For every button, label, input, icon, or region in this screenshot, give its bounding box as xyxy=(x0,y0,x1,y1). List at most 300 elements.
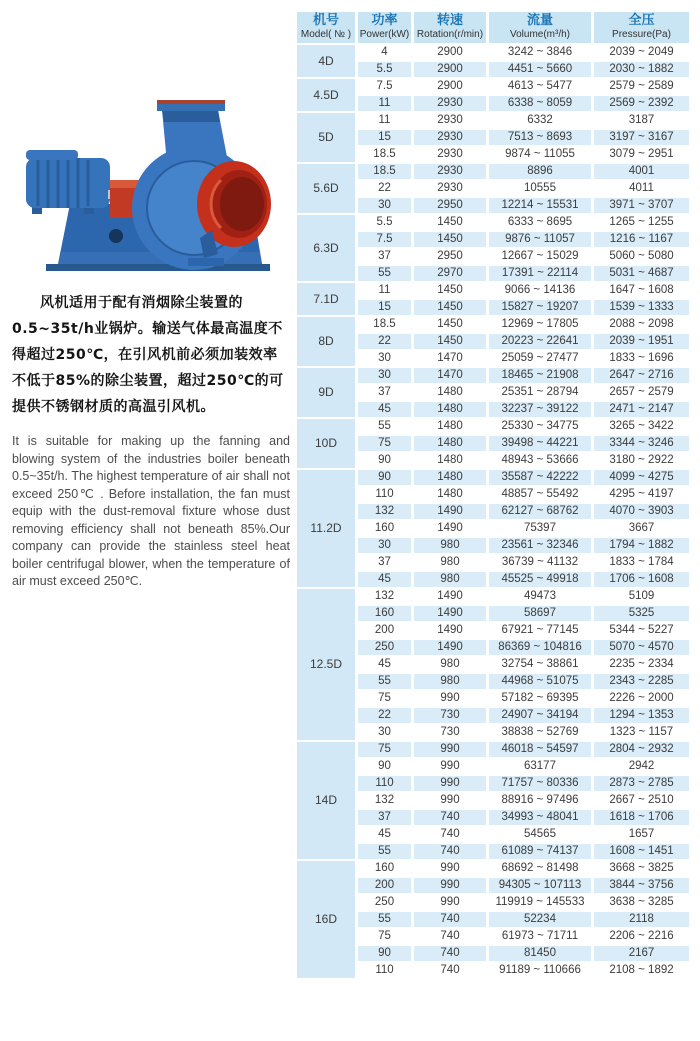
power-cell: 110 xyxy=(358,963,411,978)
volume-cell: 48943 ~ 53666 xyxy=(489,453,591,468)
model-cell: 11.2D xyxy=(297,470,355,587)
volume-cell: 58697 xyxy=(489,606,591,621)
pressure-cell: 3668 ~ 3825 xyxy=(594,861,689,876)
table-row xyxy=(297,725,689,740)
table-row xyxy=(297,470,689,485)
rotation-cell: 1490 xyxy=(414,504,486,519)
model-cell: 10D xyxy=(297,419,355,468)
rotation-cell: 2970 xyxy=(414,266,486,281)
rotation-cell: 990 xyxy=(414,861,486,876)
table-row xyxy=(297,62,689,77)
volume-cell: 54565 xyxy=(489,827,591,842)
pressure-cell: 1216 ~ 1167 xyxy=(594,232,689,247)
table-row xyxy=(297,181,689,196)
pressure-cell: 2039 ~ 1951 xyxy=(594,334,689,349)
rotation-cell: 2950 xyxy=(414,198,486,213)
volume-cell: 10555 xyxy=(489,181,591,196)
table-row xyxy=(297,45,689,60)
table-row xyxy=(297,317,689,332)
power-cell: 110 xyxy=(358,776,411,791)
pressure-cell: 2030 ~ 1882 xyxy=(594,62,689,77)
volume-cell: 71757 ~ 80336 xyxy=(489,776,591,791)
table-row xyxy=(297,776,689,791)
power-cell: 90 xyxy=(358,470,411,485)
volume-cell: 91189 ~ 110666 xyxy=(489,963,591,978)
model-cell: 14D xyxy=(297,742,355,859)
volume-cell: 62127 ~ 68762 xyxy=(489,504,591,519)
rotation-cell: 1480 xyxy=(414,487,486,502)
volume-cell: 75397 xyxy=(489,521,591,536)
volume-cell: 24907 ~ 34194 xyxy=(489,708,591,723)
power-cell: 250 xyxy=(358,895,411,910)
power-cell: 22 xyxy=(358,181,411,196)
table-row xyxy=(297,300,689,315)
pressure-cell: 2039 ~ 2049 xyxy=(594,45,689,60)
power-cell: 5.5 xyxy=(358,215,411,230)
table-row xyxy=(297,895,689,910)
pressure-cell: 3265 ~ 3422 xyxy=(594,419,689,434)
rotation-cell: 2930 xyxy=(414,113,486,128)
pressure-cell: 1539 ~ 1333 xyxy=(594,300,689,315)
table-row xyxy=(297,606,689,621)
pressure-cell: 5060 ~ 5080 xyxy=(594,249,689,264)
volume-cell: 61973 ~ 71711 xyxy=(489,929,591,944)
table-row xyxy=(297,623,689,638)
table-row xyxy=(297,96,689,111)
volume-cell: 38838 ~ 52769 xyxy=(489,725,591,740)
pressure-cell: 1323 ~ 1157 xyxy=(594,725,689,740)
table-row xyxy=(297,334,689,349)
pressure-cell: 1618 ~ 1706 xyxy=(594,810,689,825)
left-column xyxy=(0,0,294,980)
volume-cell: 44968 ~ 51075 xyxy=(489,674,591,689)
power-cell: 22 xyxy=(358,708,411,723)
model-cell: 5D xyxy=(297,113,355,162)
model-cell: 16D xyxy=(297,861,355,978)
table-row xyxy=(297,368,689,383)
rotation-cell: 990 xyxy=(414,691,486,706)
pressure-cell: 3844 ~ 3756 xyxy=(594,878,689,893)
pressure-cell: 2167 xyxy=(594,946,689,961)
power-cell: 37 xyxy=(358,249,411,264)
table-row xyxy=(297,861,689,876)
rotation-cell: 1480 xyxy=(414,385,486,400)
column-header-zh-label: 机号 xyxy=(312,13,339,28)
chinese-description: 风机适用于配有消烟除尘装置的0.5~35t/h业锅炉。输送气体最高温度不得超过250℃，在引风机前必须加装效率不低于85%的除尘装置，超过250℃的可提供不锈钢材质的高温引风机。 xyxy=(12,295,284,415)
table-row xyxy=(297,708,689,723)
volume-cell: 17391 ~ 22114 xyxy=(489,266,591,281)
volume-cell: 18465 ~ 21908 xyxy=(489,368,591,383)
rotation-cell: 730 xyxy=(414,725,486,740)
model-cell: 8D xyxy=(297,317,355,366)
volume-cell: 119919 ~ 145533 xyxy=(489,895,591,910)
volume-cell: 9874 ~ 11055 xyxy=(489,147,591,162)
model-cell: 9D xyxy=(297,368,355,417)
power-cell: 55 xyxy=(358,912,411,927)
volume-cell: 45525 ~ 49918 xyxy=(489,572,591,587)
rotation-cell: 2930 xyxy=(414,147,486,162)
pressure-cell: 5344 ~ 5227 xyxy=(594,623,689,638)
rotation-cell: 740 xyxy=(414,810,486,825)
power-cell: 75 xyxy=(358,929,411,944)
pressure-cell: 1294 ~ 1353 xyxy=(594,708,689,723)
rotation-cell: 2930 xyxy=(414,164,486,179)
table-row xyxy=(297,249,689,264)
pressure-cell: 2108 ~ 1892 xyxy=(594,963,689,978)
pressure-cell: 2647 ~ 2716 xyxy=(594,368,689,383)
pressure-cell: 2118 xyxy=(594,912,689,927)
table-row xyxy=(297,436,689,451)
model-cell: 4.5D xyxy=(297,79,355,111)
power-cell: 30 xyxy=(358,198,411,213)
table-row xyxy=(297,589,689,604)
rotation-cell: 740 xyxy=(414,963,486,978)
power-cell: 37 xyxy=(358,810,411,825)
power-cell: 132 xyxy=(358,793,411,808)
table-row xyxy=(297,878,689,893)
table-row xyxy=(297,912,689,927)
pressure-cell: 1794 ~ 1882 xyxy=(594,538,689,553)
model-cell: 7.1D xyxy=(297,283,355,315)
rotation-cell: 740 xyxy=(414,946,486,961)
column-header-en-label: Power(kW) xyxy=(359,29,410,40)
volume-cell: 9876 ~ 11057 xyxy=(489,232,591,247)
volume-cell: 15827 ~ 19207 xyxy=(489,300,591,315)
rotation-cell: 1450 xyxy=(414,300,486,315)
volume-cell: 6332 xyxy=(489,113,591,128)
table-row xyxy=(297,929,689,944)
rotation-cell: 990 xyxy=(414,878,486,893)
pressure-cell: 3079 ~ 2951 xyxy=(594,147,689,162)
table-row xyxy=(297,674,689,689)
rotation-cell: 1470 xyxy=(414,351,486,366)
pressure-cell: 2804 ~ 2932 xyxy=(594,742,689,757)
power-cell: 55 xyxy=(358,266,411,281)
table-row xyxy=(297,215,689,230)
header-row xyxy=(297,12,689,43)
power-cell: 11 xyxy=(358,283,411,298)
power-cell: 4 xyxy=(358,45,411,60)
rotation-cell: 730 xyxy=(414,708,486,723)
volume-cell: 25330 ~ 34775 xyxy=(489,419,591,434)
power-cell: 7.5 xyxy=(358,232,411,247)
volume-cell: 86369 ~ 104816 xyxy=(489,640,591,655)
volume-cell: 4613 ~ 5477 xyxy=(489,79,591,94)
rotation-cell: 980 xyxy=(414,674,486,689)
column-header-en-label: Model( № ) xyxy=(300,29,352,40)
rotation-cell: 1480 xyxy=(414,419,486,434)
power-cell: 45 xyxy=(358,657,411,672)
spec-table-header xyxy=(297,12,689,43)
power-cell: 30 xyxy=(358,368,411,383)
volume-cell: 7513 ~ 8693 xyxy=(489,130,591,145)
volume-cell: 6333 ~ 8695 xyxy=(489,215,591,230)
power-cell: 45 xyxy=(358,572,411,587)
pressure-cell: 1657 xyxy=(594,827,689,842)
power-cell: 160 xyxy=(358,606,411,621)
volume-cell: 25351 ~ 28794 xyxy=(489,385,591,400)
column-header-volume xyxy=(489,12,591,43)
column-header-zh-label: 转速 xyxy=(436,13,463,28)
column-header-rotation xyxy=(414,12,486,43)
model-cell: 5.6D xyxy=(297,164,355,213)
power-cell: 22 xyxy=(358,334,411,349)
table-row xyxy=(297,691,689,706)
rotation-cell: 980 xyxy=(414,657,486,672)
rotation-cell: 1450 xyxy=(414,232,486,247)
power-cell: 11 xyxy=(358,113,411,128)
rotation-cell: 990 xyxy=(414,793,486,808)
pressure-cell: 3667 xyxy=(594,521,689,536)
pressure-cell: 2088 ~ 2098 xyxy=(594,317,689,332)
english-description: It is suitable for making up the fanning and blowing system of the industries boiler beneath 0.5~35t/h. The highest temperature of air shall not exceed 250℃ . Before installation, the fan must equip with the dust-removal fixture whose dust removing efficiency shall not beneath 85%.Our company can provide the stainless steel heat boiler centrifugal blower, when the temperature of air must exceed 250℃. xyxy=(12,434,290,588)
pressure-cell: 3344 ~ 3246 xyxy=(594,436,689,451)
volume-cell: 39498 ~ 44221 xyxy=(489,436,591,451)
table-row xyxy=(297,130,689,145)
power-cell: 200 xyxy=(358,878,411,893)
volume-cell: 3242 ~ 3846 xyxy=(489,45,591,60)
table-row xyxy=(297,759,689,774)
power-cell: 15 xyxy=(358,300,411,315)
pressure-cell: 2579 ~ 2589 xyxy=(594,79,689,94)
volume-cell: 88916 ~ 97496 xyxy=(489,793,591,808)
power-cell: 132 xyxy=(358,589,411,604)
power-cell: 90 xyxy=(358,759,411,774)
model-cell: 12.5D xyxy=(297,589,355,740)
spec-table-body xyxy=(297,45,689,978)
pressure-cell: 2226 ~ 2000 xyxy=(594,691,689,706)
column-header-en-label: Pressure(Pa) xyxy=(612,29,671,40)
volume-cell: 81450 xyxy=(489,946,591,961)
volume-cell: 57182 ~ 69395 xyxy=(489,691,591,706)
pressure-cell: 5070 ~ 4570 xyxy=(594,640,689,655)
pressure-cell: 4001 xyxy=(594,164,689,179)
pressure-cell: 3971 ~ 3707 xyxy=(594,198,689,213)
pressure-cell: 1833 ~ 1784 xyxy=(594,555,689,570)
rotation-cell: 740 xyxy=(414,912,486,927)
rotation-cell: 1490 xyxy=(414,606,486,621)
rotation-cell: 740 xyxy=(414,827,486,842)
rotation-cell: 1490 xyxy=(414,589,486,604)
rotation-cell: 2930 xyxy=(414,181,486,196)
pressure-cell: 3638 ~ 3285 xyxy=(594,895,689,910)
table-row xyxy=(297,385,689,400)
column-header-power xyxy=(358,12,411,43)
table-row xyxy=(297,402,689,417)
volume-cell: 4451 ~ 5660 xyxy=(489,62,591,77)
rotation-cell: 980 xyxy=(414,538,486,553)
volume-cell: 67921 ~ 77145 xyxy=(489,623,591,638)
rotation-cell: 1470 xyxy=(414,368,486,383)
power-cell: 200 xyxy=(358,623,411,638)
rotation-cell: 1480 xyxy=(414,402,486,417)
volume-cell: 9066 ~ 14136 xyxy=(489,283,591,298)
volume-cell: 34993 ~ 48041 xyxy=(489,810,591,825)
volume-cell: 36739 ~ 41132 xyxy=(489,555,591,570)
table-row xyxy=(297,453,689,468)
centrifugal-fan-illustration xyxy=(12,88,280,280)
power-cell: 30 xyxy=(358,351,411,366)
model-cell: 4D xyxy=(297,45,355,77)
column-header-en-label: Rotation(r/min) xyxy=(416,29,484,40)
volume-cell: 12969 ~ 17805 xyxy=(489,317,591,332)
power-cell: 37 xyxy=(358,385,411,400)
table-row xyxy=(297,283,689,298)
table-row xyxy=(297,113,689,128)
volume-cell: 6338 ~ 8059 xyxy=(489,96,591,111)
table-row xyxy=(297,810,689,825)
table-row xyxy=(297,164,689,179)
volume-cell: 61089 ~ 74137 xyxy=(489,844,591,859)
pressure-cell: 1706 ~ 1608 xyxy=(594,572,689,587)
power-cell: 55 xyxy=(358,674,411,689)
table-row xyxy=(297,946,689,961)
pressure-cell: 2667 ~ 2510 xyxy=(594,793,689,808)
pressure-cell: 2657 ~ 2579 xyxy=(594,385,689,400)
fan-product-photo xyxy=(12,88,280,280)
power-cell: 18.5 xyxy=(358,317,411,332)
volume-cell: 68692 ~ 81498 xyxy=(489,861,591,876)
rotation-cell: 1480 xyxy=(414,453,486,468)
rotation-cell: 990 xyxy=(414,759,486,774)
volume-cell: 35587 ~ 42222 xyxy=(489,470,591,485)
rotation-cell: 1490 xyxy=(414,640,486,655)
rotation-cell: 1450 xyxy=(414,283,486,298)
rotation-cell: 1450 xyxy=(414,317,486,332)
power-cell: 160 xyxy=(358,521,411,536)
table-row xyxy=(297,487,689,502)
rotation-cell: 2930 xyxy=(414,130,486,145)
pressure-cell: 1608 ~ 1451 xyxy=(594,844,689,859)
rotation-cell: 1450 xyxy=(414,215,486,230)
model-cell: 6.3D xyxy=(297,215,355,281)
table-row xyxy=(297,827,689,842)
volume-cell: 20223 ~ 22641 xyxy=(489,334,591,349)
pressure-cell: 5325 xyxy=(594,606,689,621)
table-row xyxy=(297,538,689,553)
volume-cell: 25059 ~ 27477 xyxy=(489,351,591,366)
power-cell: 18.5 xyxy=(358,147,411,162)
volume-cell: 52234 xyxy=(489,912,591,927)
pressure-cell: 1647 ~ 1608 xyxy=(594,283,689,298)
power-cell: 11 xyxy=(358,96,411,111)
rotation-cell: 2900 xyxy=(414,45,486,60)
rotation-cell: 2930 xyxy=(414,96,486,111)
pressure-cell: 2471 ~ 2147 xyxy=(594,402,689,417)
table-row xyxy=(297,742,689,757)
table-row xyxy=(297,419,689,434)
table-row xyxy=(297,79,689,94)
power-cell: 90 xyxy=(358,453,411,468)
power-cell: 45 xyxy=(358,827,411,842)
power-cell: 75 xyxy=(358,742,411,757)
power-cell: 75 xyxy=(358,436,411,451)
table-row xyxy=(297,657,689,672)
pressure-cell: 5109 xyxy=(594,589,689,604)
table-row xyxy=(297,504,689,519)
table-row xyxy=(297,640,689,655)
pressure-cell: 3187 xyxy=(594,113,689,128)
pressure-cell: 5031 ~ 4687 xyxy=(594,266,689,281)
table-row xyxy=(297,266,689,281)
pressure-cell: 4070 ~ 3903 xyxy=(594,504,689,519)
rotation-cell: 990 xyxy=(414,895,486,910)
volume-cell: 63177 xyxy=(489,759,591,774)
pressure-cell: 3180 ~ 2922 xyxy=(594,453,689,468)
rotation-cell: 740 xyxy=(414,844,486,859)
power-cell: 250 xyxy=(358,640,411,655)
spec-table-container xyxy=(294,0,700,980)
volume-cell: 49473 xyxy=(489,589,591,604)
table-row xyxy=(297,147,689,162)
pressure-cell: 2235 ~ 2334 xyxy=(594,657,689,672)
pressure-cell: 4011 xyxy=(594,181,689,196)
pressure-cell: 2343 ~ 2285 xyxy=(594,674,689,689)
pressure-cell: 2942 xyxy=(594,759,689,774)
column-header-en-label: Volume(m³/h) xyxy=(509,29,570,40)
rotation-cell: 980 xyxy=(414,572,486,587)
table-row xyxy=(297,793,689,808)
power-cell: 30 xyxy=(358,538,411,553)
rotation-cell: 2950 xyxy=(414,249,486,264)
rotation-cell: 1490 xyxy=(414,623,486,638)
rotation-cell: 990 xyxy=(414,776,486,791)
rotation-cell: 1480 xyxy=(414,436,486,451)
column-header-zh-label: 全压 xyxy=(628,13,655,28)
volume-cell: 48857 ~ 55492 xyxy=(489,487,591,502)
volume-cell: 32754 ~ 38861 xyxy=(489,657,591,672)
power-cell: 7.5 xyxy=(358,79,411,94)
rotation-cell: 2900 xyxy=(414,79,486,94)
pressure-cell: 2873 ~ 2785 xyxy=(594,776,689,791)
power-cell: 45 xyxy=(358,402,411,417)
table-row xyxy=(297,351,689,366)
volume-cell: 23561 ~ 32346 xyxy=(489,538,591,553)
power-cell: 55 xyxy=(358,419,411,434)
column-header-model xyxy=(297,12,355,43)
pressure-cell: 2206 ~ 2216 xyxy=(594,929,689,944)
pressure-cell: 4295 ~ 4197 xyxy=(594,487,689,502)
pressure-cell: 1833 ~ 1696 xyxy=(594,351,689,366)
power-cell: 15 xyxy=(358,130,411,145)
column-header-zh-label: 功率 xyxy=(371,13,398,28)
pressure-cell: 4099 ~ 4275 xyxy=(594,470,689,485)
volume-cell: 94305 ~ 107113 xyxy=(489,878,591,893)
table-row xyxy=(297,198,689,213)
rotation-cell: 990 xyxy=(414,742,486,757)
power-cell: 75 xyxy=(358,691,411,706)
table-row xyxy=(297,963,689,978)
power-cell: 160 xyxy=(358,861,411,876)
table-row xyxy=(297,555,689,570)
column-header-zh-label: 流量 xyxy=(526,13,553,28)
pressure-cell: 3197 ~ 3167 xyxy=(594,130,689,145)
rotation-cell: 740 xyxy=(414,929,486,944)
power-cell: 110 xyxy=(358,487,411,502)
pressure-cell: 2569 ~ 2392 xyxy=(594,96,689,111)
power-cell: 5.5 xyxy=(358,62,411,77)
volume-cell: 12667 ~ 15029 xyxy=(489,249,591,264)
pressure-cell: 1265 ~ 1255 xyxy=(594,215,689,230)
rotation-cell: 1490 xyxy=(414,521,486,536)
volume-cell: 12214 ~ 15531 xyxy=(489,198,591,213)
power-cell: 18.5 xyxy=(358,164,411,179)
power-cell: 90 xyxy=(358,946,411,961)
rotation-cell: 1480 xyxy=(414,470,486,485)
rotation-cell: 2900 xyxy=(414,62,486,77)
power-cell: 37 xyxy=(358,555,411,570)
volume-cell: 46018 ~ 54597 xyxy=(489,742,591,757)
